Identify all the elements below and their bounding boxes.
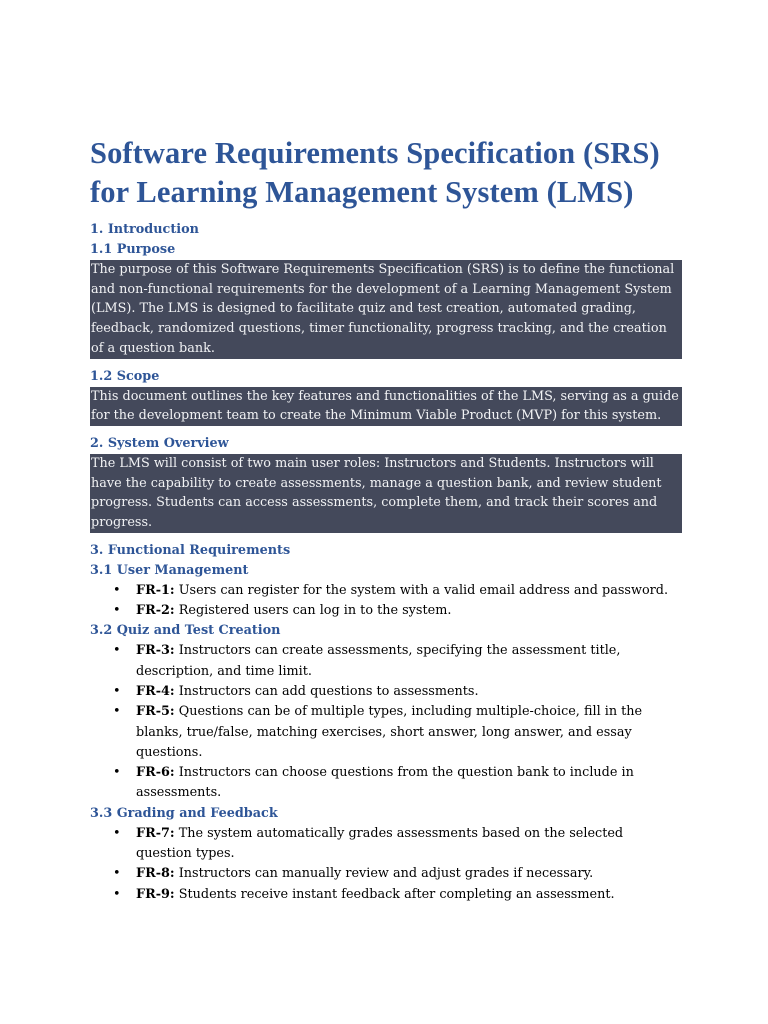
list-item	[90, 763, 682, 804]
bullet-icon: •	[113, 765, 121, 781]
purpose-highlight-block	[90, 260, 682, 359]
list-item	[90, 641, 682, 682]
requirement-id: FR-9:	[136, 886, 175, 902]
requirements-list-user-management	[90, 581, 682, 622]
subsection-heading-quiz-creation: 3.2 Quiz and Test Creation	[90, 623, 281, 639]
list-item	[90, 885, 682, 905]
requirement-text: Instructors can manually review and adjust grades if necessary.	[178, 866, 594, 882]
requirement-id: FR-5:	[136, 704, 175, 720]
requirement-id: FR-8:	[136, 866, 175, 882]
document-content	[90, 134, 682, 905]
requirement-text: Students receive instant feedback after completing an assessment.	[178, 886, 615, 902]
bullet-icon: •	[113, 704, 121, 720]
section-heading-introduction: 1. Introduction	[90, 222, 199, 237]
list-item	[90, 864, 682, 884]
requirement-text: Instructors can create assessments, specifying the assessment title, description, and time limit.	[136, 643, 621, 679]
scope-paragraph: This document outlines the key features and functionalities of the LMS, serving as a guide for the development team to create the Minimum Viable Product (MVP) for this system.	[91, 388, 679, 424]
requirement-id: FR-7:	[136, 825, 175, 841]
subsection-heading-purpose: 1.1 Purpose	[90, 242, 176, 257]
requirement-text: The system automatically grades assessments based on the selected question types.	[136, 825, 624, 861]
requirement-id: FR-4:	[136, 683, 175, 699]
list-item	[90, 824, 682, 865]
bullet-icon: •	[113, 886, 121, 902]
list-item	[90, 702, 682, 763]
purpose-paragraph: The purpose of this Software Requirements Specification (SRS) is to define the functional and non-functional requirements for the development of a Learning Management System (LMS). The LMS is designed to facilitate quiz and test creation, automated grading, feedback, randomized questions, timer functionality, progress tracking, and the creation of a question bank.	[91, 262, 675, 356]
overview-highlight-block	[90, 454, 682, 533]
bullet-icon: •	[113, 866, 121, 882]
bullet-icon: •	[113, 603, 121, 619]
requirement-text: Registered users can log in to the system.	[178, 603, 452, 619]
section-heading-system-overview: 2. System Overview	[90, 435, 229, 451]
requirements-list-grading-feedback	[90, 824, 682, 905]
requirement-text: Questions can be of multiple types, including multiple-choice, fill in the blanks, true/false, matching exercises, short answer, long answer, and essay questions.	[136, 704, 643, 760]
requirement-id: FR-6:	[136, 765, 175, 781]
requirements-list-quiz-creation	[90, 641, 682, 803]
subsection-heading-user-management: 3.1 User Management	[90, 562, 249, 578]
requirement-text: Instructors can add questions to assessments.	[178, 683, 479, 699]
section-heading-functional-requirements: 3. Functional Requirements	[90, 542, 291, 558]
document-title: Software Requirements Specification (SRS) for Learning Management System (LMS)	[90, 136, 660, 209]
list-item	[90, 581, 682, 601]
requirement-id: FR-3:	[136, 643, 175, 659]
bullet-icon: •	[113, 683, 121, 699]
list-item	[90, 601, 682, 621]
scope-highlight-block	[90, 387, 682, 426]
subsection-heading-scope: 1.2 Scope	[90, 368, 160, 384]
requirement-id: FR-2:	[136, 603, 175, 619]
subsection-heading-grading-feedback: 3.3 Grading and Feedback	[90, 805, 278, 821]
list-item	[90, 682, 682, 702]
requirement-text: Instructors can choose questions from the question bank to include in assessments.	[136, 765, 634, 801]
bullet-icon: •	[113, 825, 121, 841]
requirement-text: Users can register for the system with a valid email address and password.	[178, 582, 669, 598]
bullet-icon: •	[113, 643, 121, 659]
bullet-icon: •	[113, 582, 121, 598]
requirement-id: FR-1:	[136, 582, 175, 598]
overview-paragraph: The LMS will consist of two main user roles: Instructors and Students. Instructors will have the capability to create assessments, manage a question bank, and review student progress. Students can access assessments, complete them, and track their scores and progress.	[91, 455, 662, 531]
